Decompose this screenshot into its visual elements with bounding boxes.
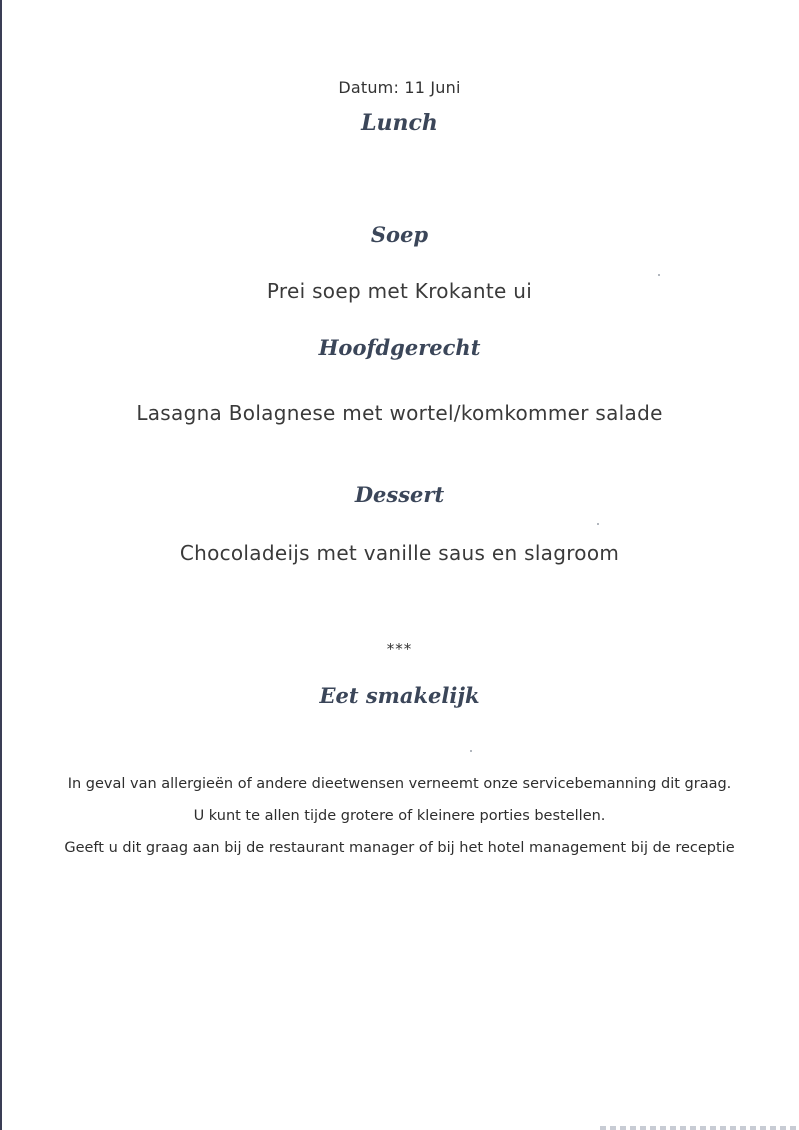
course-dish-dessert: Chocoladeijs met vanille saus en slagroom bbox=[179, 541, 620, 565]
meal-title: Lunch bbox=[361, 110, 438, 136]
scan-speck bbox=[470, 750, 472, 752]
course-heading-dessert: Dessert bbox=[354, 482, 445, 507]
scan-edge-mark bbox=[600, 1126, 799, 1130]
course-heading-main: Hoofdgerecht bbox=[318, 335, 481, 360]
course-dish-main: Lasagna Bolagnese met wortel/komkommer salade bbox=[136, 401, 663, 425]
allergy-note: In geval van allergieën of andere dieetwensen verneemt onze servicebemanning dit graag. bbox=[67, 776, 732, 792]
course-heading-soup: Soep bbox=[370, 222, 429, 247]
closing-greeting: Eet smakelijk bbox=[319, 683, 480, 708]
menu-date: Datum: 11 Juni bbox=[338, 78, 461, 97]
course-dish-soup: Prei soep met Krokante ui bbox=[266, 279, 533, 303]
page-left-border bbox=[0, 0, 2, 1130]
contact-note: Geeft u dit graag aan bij de restaurant manager of bij het hotel management bij de receptie bbox=[64, 840, 735, 856]
separator-stars: *** bbox=[386, 640, 413, 658]
portion-note: U kunt te allen tijde grotere of kleinere porties bestellen. bbox=[193, 808, 606, 824]
scan-speck bbox=[597, 523, 599, 525]
scan-speck bbox=[658, 274, 660, 276]
